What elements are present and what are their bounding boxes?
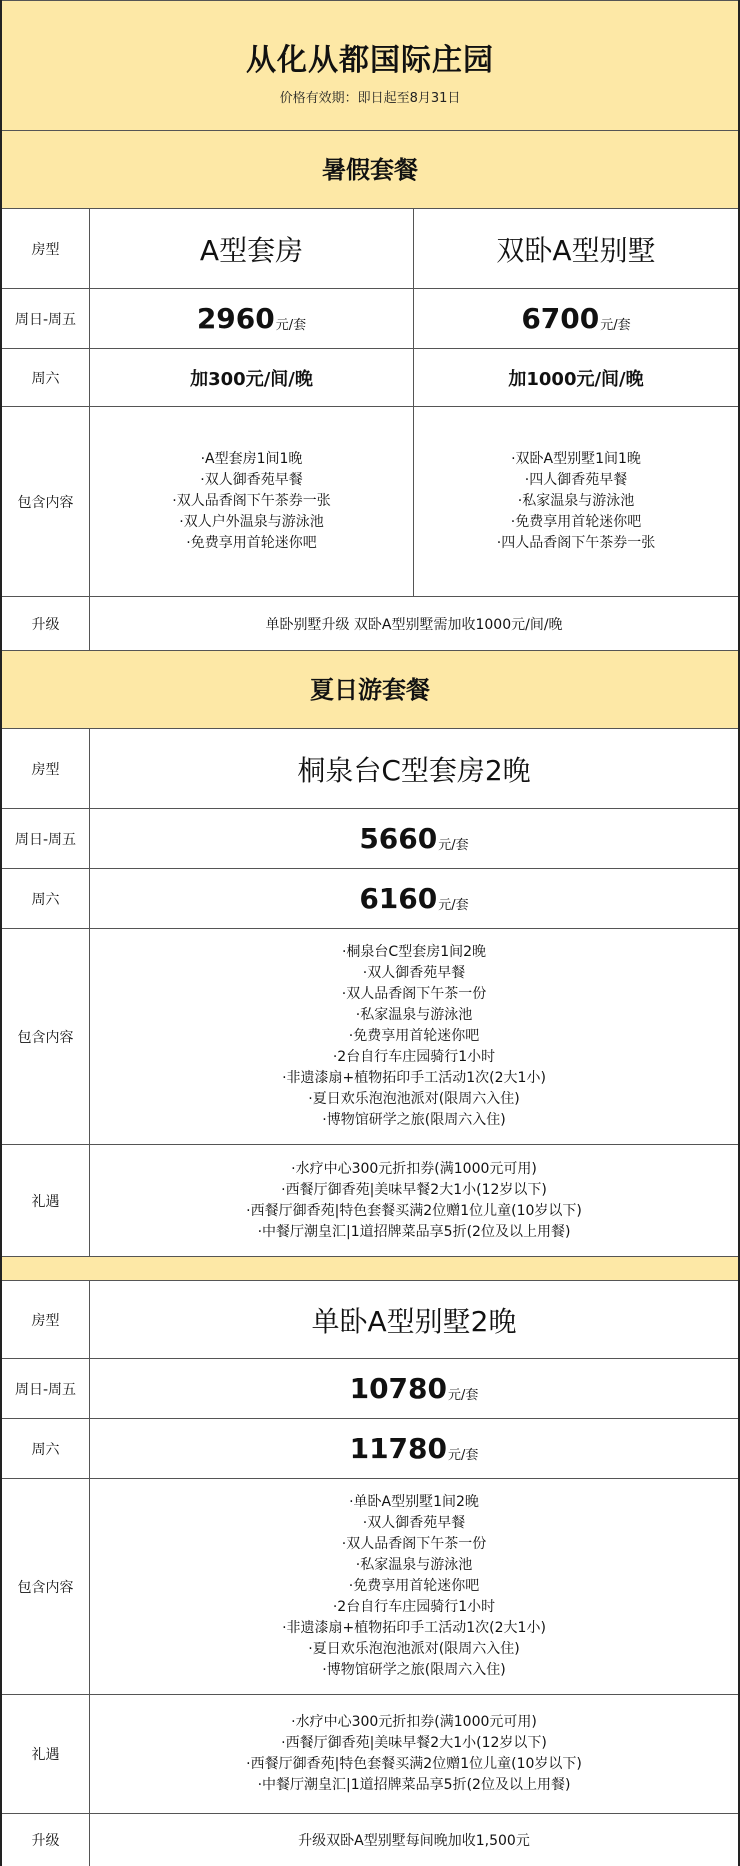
weekday-price: 10780 元/套 — [349, 1372, 479, 1405]
saturday-label: 周六 — [2, 349, 90, 406]
gifts-label: 礼遇 — [2, 1145, 90, 1256]
header-band — [2, 0, 738, 131]
package1-weekday-row — [2, 289, 738, 349]
list-item: ·夏日欢乐泡泡池派对(限周六入住) — [308, 1091, 520, 1107]
list-item: ·西餐厅御香苑|美味早餐2大1小(12岁以下) — [281, 1181, 547, 1198]
list-item: ·夏日欢乐泡泡池派对(限周六入住) — [308, 1641, 520, 1657]
list-item: ·免费享用首轮迷你吧 — [510, 514, 642, 530]
upgrade-label: 升级 — [2, 597, 90, 650]
package3-includes-row — [2, 1479, 738, 1695]
includes-label: 包含内容 — [2, 407, 90, 596]
list-item: ·博物馆研学之旅(限周六入住) — [322, 1662, 506, 1678]
package2-title-band — [2, 651, 738, 729]
room-label: 房型 — [2, 209, 90, 288]
package2-saturday-row — [2, 869, 738, 929]
list-item: ·双人品香阁下午茶一份 — [341, 1536, 487, 1552]
list-item: ·水疗中心300元折扣券(满1000元可用) — [291, 1714, 537, 1730]
includes-list — [90, 407, 414, 596]
includes-list — [414, 407, 738, 596]
validity-note: 价格有效期：即日起至8月31日 — [279, 91, 461, 106]
list-item: ·双人御香苑早餐 — [200, 472, 303, 488]
weekday-price: 6700 元/套 — [521, 302, 631, 335]
room-name: 单卧A型别墅2晚 — [311, 1304, 517, 1338]
list-item: ·双人品香阁下午茶券一张 — [172, 493, 331, 509]
package3-saturday-row — [2, 1419, 738, 1479]
saturday-price: 加300元/间/晚 — [90, 349, 414, 406]
saturday-label: 周六 — [2, 1419, 90, 1478]
list-item: ·免费享用首轮迷你吧 — [348, 1578, 480, 1594]
weekday-label: 周日-周五 — [2, 289, 90, 348]
saturday-price: 11780 元/套 — [349, 1432, 479, 1465]
list-item: ·双人品香阁下午茶一份 — [341, 986, 487, 1002]
list-item: ·私家温泉与游泳池 — [517, 493, 635, 509]
list-item: ·西餐厅御香苑|特色套餐买满2位赠1位儿童(10岁以下) — [246, 1756, 582, 1772]
package1-saturday-row — [2, 349, 738, 407]
list-item: ·双卧A型别墅1间1晚 — [511, 451, 641, 467]
upgrade-label: 升级 — [2, 1814, 90, 1866]
gifts-list — [90, 1145, 738, 1256]
package3-upgrade-row — [2, 1814, 738, 1866]
includes-list — [90, 929, 738, 1144]
saturday-price: 6160 元/套 — [359, 882, 469, 915]
list-item: ·西餐厅御香苑|特色套餐买满2位赠1位儿童(10岁以下) — [246, 1202, 582, 1219]
package1-includes-row — [2, 407, 738, 597]
package2-gifts-row — [2, 1145, 738, 1257]
list-item: ·四人御香苑早餐 — [524, 472, 628, 488]
list-item: ·免费享用首轮迷你吧 — [186, 535, 317, 551]
package1-upgrade-row — [2, 597, 738, 651]
room-label: 房型 — [2, 729, 90, 808]
package2-includes-row — [2, 929, 738, 1145]
package3-separator-band — [2, 1257, 738, 1281]
list-item: ·中餐厅潮皇汇|1道招牌菜品享5折(2位及以上用餐) — [257, 1223, 571, 1240]
list-item: ·非遗漆扇+植物拓印手工活动1次(2大1小) — [282, 1620, 546, 1636]
weekday-label: 周日-周五 — [2, 809, 90, 868]
list-item: ·四人品香阁下午茶券一张 — [496, 535, 656, 551]
weekday-price: 5660 元/套 — [359, 822, 469, 855]
list-item: ·桐泉台C型套房1间2晚 — [341, 944, 487, 960]
package3-room-row — [2, 1281, 738, 1359]
list-item: ·私家温泉与游泳池 — [355, 1007, 473, 1023]
room-label: 房型 — [2, 1281, 90, 1358]
package2-title: 夏日游套餐 — [310, 676, 430, 704]
includes-label: 包含内容 — [2, 1479, 90, 1694]
saturday-price: 加1000元/间/晚 — [508, 368, 644, 390]
package1-title-band — [2, 131, 738, 209]
gifts-list — [90, 1695, 738, 1813]
list-item: ·中餐厅潮皇汇|1道招牌菜品享5折(2位及以上用餐) — [257, 1777, 571, 1793]
list-item: ·私家温泉与游泳池 — [355, 1557, 473, 1573]
upgrade-text: 单卧别墅升级 双卧A型别墅需加收1000元/间/晚 — [265, 616, 563, 633]
package1-title: 暑假套餐 — [322, 156, 418, 184]
package2-room-row — [2, 729, 738, 809]
list-item: ·2台自行车庄园骑行1小时 — [332, 1049, 496, 1065]
list-item: ·2台自行车庄园骑行1小时 — [332, 1599, 496, 1615]
list-item: ·双人御香苑早餐 — [362, 1515, 466, 1531]
gifts-label: 礼遇 — [2, 1695, 90, 1813]
list-item: ·A型套房1间1晚 — [200, 451, 303, 467]
list-item: ·博物馆研学之旅(限周六入住) — [322, 1112, 506, 1128]
upgrade-text: 升级双卧A型别墅每间晚加收1,500元 — [298, 1833, 530, 1849]
list-item: ·免费享用首轮迷你吧 — [348, 1028, 480, 1044]
includes-list — [90, 1479, 738, 1694]
package3-gifts-row — [2, 1695, 738, 1814]
list-item: ·水疗中心300元折扣券(满1000元可用) — [291, 1160, 537, 1177]
room-name: A型套房 — [90, 209, 414, 288]
room-name: 桐泉台C型套房2晚 — [297, 753, 531, 787]
list-item: ·双人御香苑早餐 — [362, 965, 466, 981]
includes-label: 包含内容 — [2, 929, 90, 1144]
page-title: 从化从都国际庄园 — [246, 43, 494, 78]
list-item: ·单卧A型别墅1间2晚 — [349, 1494, 479, 1510]
package1-room-row — [2, 209, 738, 289]
package3-weekday-row — [2, 1359, 738, 1419]
weekday-label: 周日-周五 — [2, 1359, 90, 1418]
list-item: ·西餐厅御香苑|美味早餐2大1小(12岁以下) — [281, 1735, 547, 1751]
list-item: ·双人户外温泉与游泳池 — [179, 514, 324, 530]
package2-weekday-row — [2, 809, 738, 869]
saturday-label: 周六 — [2, 869, 90, 928]
weekday-price: 2960 元/套 — [90, 289, 414, 348]
list-item: ·非遗漆扇+植物拓印手工活动1次(2大1小) — [282, 1070, 546, 1086]
room-name: 双卧A型别墅 — [496, 233, 656, 267]
